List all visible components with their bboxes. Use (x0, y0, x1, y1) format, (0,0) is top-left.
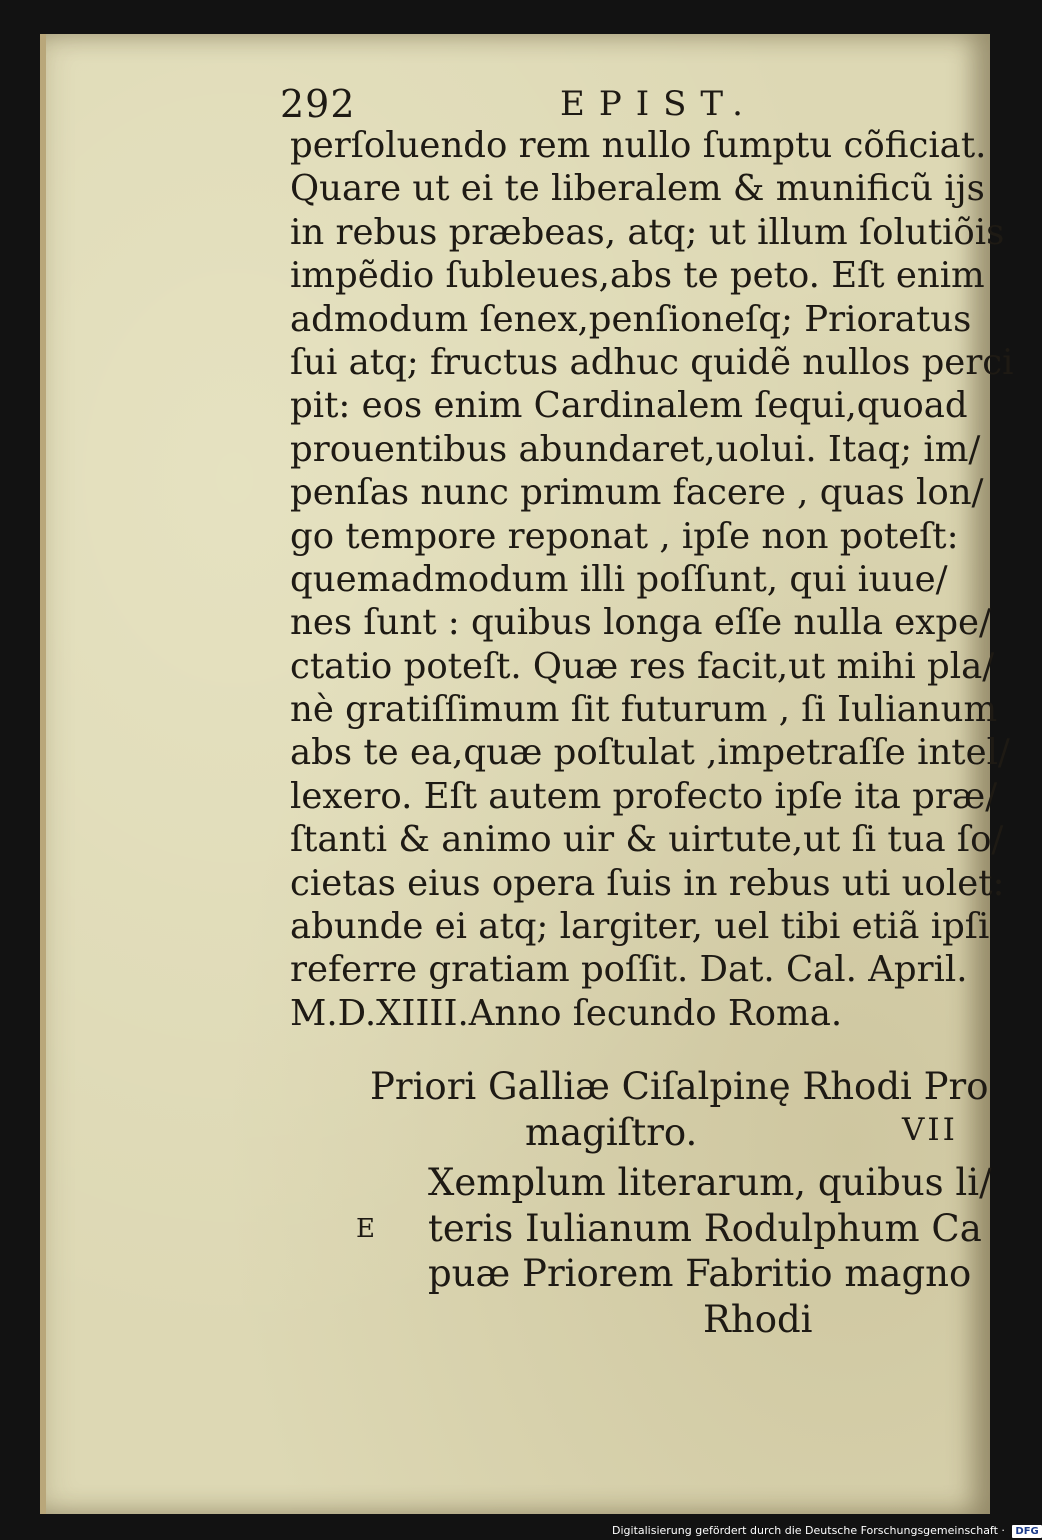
body-text (290, 124, 1014, 1035)
text-line: teris Iulianum Rodulphum Ca (428, 1206, 982, 1250)
text-line: lexero. Eſt autem profecto ipſe ita præ/ (290, 775, 998, 817)
text-line: perſoluendo rem nullo ſumptu cõficiat. (290, 125, 987, 166)
dfg-logo: DFG (1012, 1525, 1041, 1538)
text-line: penſas nunc primum facere , quas lon/ (290, 472, 984, 514)
text-line: cietas eius opera ſuis in rebus uti uolet: (290, 862, 1005, 904)
text-line: in rebus præbeas, atq; ut illum ſolutiõis (290, 211, 1005, 253)
text-line: puæ Priorem Fabritio magno (428, 1252, 972, 1295)
page-number: 292 (280, 82, 356, 126)
text-line: impẽdio ſubleues,abs te peto. Eſt enim (290, 255, 985, 297)
text-line: nes ſunt : quibus longa eſſe nulla expe/ (290, 602, 992, 644)
letter-heading: Priori Galliæ Ciſalpinę Rhodi Pro (370, 1065, 989, 1108)
text-line: admodum ſenex,penſioneſq; Prioratus (290, 298, 972, 340)
text-line: ſui atq; fructus adhuc quidẽ nullos perci (290, 341, 1014, 383)
text-line: pit: eos enim Cardinalem ſequi,quoad (290, 385, 968, 427)
text-line: ctatio poteſt. Quæ res facit,ut mihi pla/ (290, 645, 995, 687)
letter-text (428, 1160, 992, 1342)
digitization-credit (612, 1522, 1039, 1540)
text-line: abs te ea,quæ poſtulat ,impetraſſe intel/ (290, 732, 1010, 774)
running-head: EPIST. (560, 84, 757, 124)
text-line: ſtanti & animo uir & uirtute,ut ſi tua ſo/ (290, 819, 1004, 861)
text-line: referre gratiam poſſit. Dat. Cal. April. (290, 949, 968, 991)
credit-text: Digitalisierung gefördert durch die Deutsche Forschungsgemeinschaft · (612, 1524, 1005, 1537)
letter-number: VII (902, 1112, 958, 1148)
text-line: M.D.XIIII.Anno ſecundo Roma. (290, 992, 843, 1034)
text-line: prouentibus abundaret,uolui. Itaq; im/ (290, 428, 981, 470)
text-line: quemadmodum illi poſſunt, qui iuue/ (290, 558, 948, 600)
text-line: nè gratiſſimum ſit futurum , ſi Iulianum (290, 689, 998, 731)
text-line: go tempore reponat , ipſe non poteſt: (290, 515, 959, 557)
letter-heading-continued: magiſtro. (525, 1111, 698, 1154)
text-line: Rhodi (703, 1297, 813, 1341)
text-line: Xemplum literarum, quibus li/ (428, 1161, 992, 1204)
margin-signature-mark: E (356, 1214, 375, 1244)
text-line: abunde ei atq; largiter, uel tibi etiã ipſi (290, 906, 990, 948)
text-line: Quare ut ei te liberalem & munificũ ijs (290, 168, 985, 210)
